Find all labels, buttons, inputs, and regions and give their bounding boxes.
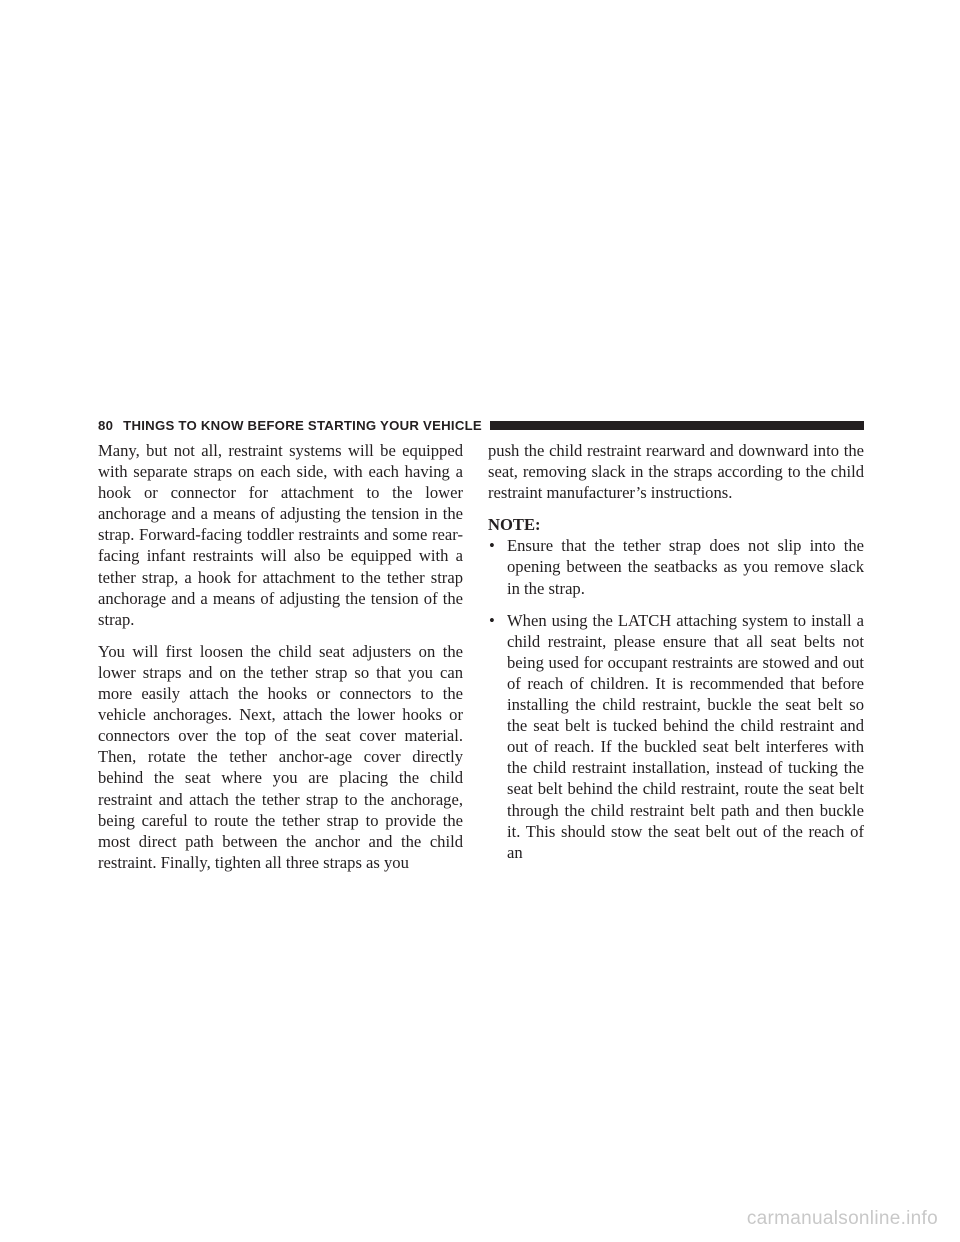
paragraph-continuation: push the child restraint rearward and downward into the seat, removing slack in the straps according to the child restraint manufacturer’s instructions. [488, 441, 864, 503]
bullet-icon: • [489, 610, 495, 630]
bullet-text-tether: Ensure that the tether strap does not slip into the opening between the seatbacks as you remove slack in the strap. [507, 536, 864, 598]
watermark: carmanualsonline.info [746, 1208, 938, 1229]
note-label: NOTE: [488, 515, 541, 535]
page-header [98, 414, 864, 436]
paragraph-straps: Many, but not all, restraint systems will be equipped with separate straps on each side, with each having a hook or connector for attachment to the lower anchorage and a means of adjusting the tension in the strap. Forward-facing toddler restraints and some rear-facing infant restraints will also be equipped with a tether strap, a hook for attachment to the tether strap anchorage and a means of adjusting the tension of the strap. [98, 441, 463, 629]
paragraph-installation-steps: You will first loosen the child seat adjusters on the lower straps and on the tether strap so that you can more easily attach the hooks or connectors to the vehicle anchorages. Next, attach the lower hooks or connectors over the top of the seat cover material. Then, rotate the tether anchor-age cover directly behind the seat where you are placing the child restraint and attach the tether strap to the anchorage, being careful to route the tether strap to provide the most direct path between the anchor and the child restraint. Finally, tighten all three straps as you [98, 641, 463, 872]
section-title: THINGS TO KNOW BEFORE STARTING YOUR VEHICLE [123, 417, 482, 433]
bullet-icon: • [489, 536, 495, 556]
note-bullet-list [488, 535, 864, 862]
header-rule [490, 421, 864, 430]
list-item [488, 535, 864, 598]
page-number: 80 [98, 417, 114, 433]
bullet-text-latch: When using the LATCH attaching system to install a child restraint, please ensure that all seat belts not being used for occupant restraints are stowed and out of reach of children. It is recommended that before installing the child restraint, buckle the seat belt so the seat belt is tucked behind the child restraint and out of reach. If the buckled seat belt interferes with the child restraint installation, instead of tucking the seat belt behind the child restraint, route the seat belt through the child restraint belt path and then buckle it. This should stow the seat belt out of the reach of an [507, 610, 864, 862]
left-column [98, 440, 463, 884]
list-item [488, 610, 864, 863]
right-column [488, 440, 864, 874]
